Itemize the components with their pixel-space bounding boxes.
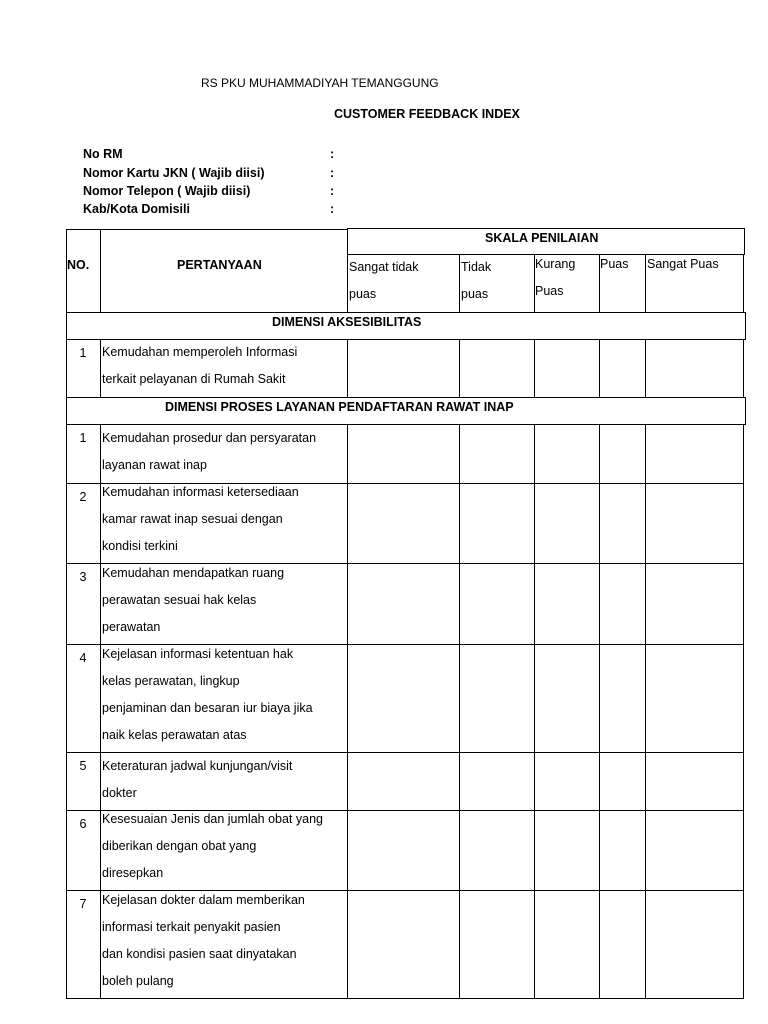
row-cell-score[interactable]: [645, 890, 744, 999]
row-number: 5: [79, 759, 87, 773]
row-cell-score[interactable]: [599, 339, 646, 398]
row-cell-score[interactable]: [645, 644, 744, 753]
hospital-name: RS PKU MUHAMMADIYAH TEMANGGUNG: [201, 76, 439, 90]
row-cell-score[interactable]: [459, 483, 535, 564]
section-pendaftaran-title: DIMENSI PROSES LAYANAN PENDAFTARAN RAWAT INAP: [165, 400, 514, 414]
row-number: 1: [79, 346, 87, 360]
section-aksesibilitas-title: DIMENSI AKSESIBILITAS: [272, 315, 422, 329]
field-jkn-colon: :: [330, 166, 335, 180]
row-cell-score[interactable]: [645, 483, 744, 564]
row-cell-score[interactable]: [645, 752, 744, 811]
row-cell-score[interactable]: [534, 752, 600, 811]
field-domicile-colon: :: [330, 202, 335, 216]
row-question: Kemudahan prosedur dan persyaratan layanan rawat inap: [102, 431, 317, 472]
row-cell-score[interactable]: [534, 644, 600, 753]
row-cell-score[interactable]: [534, 563, 600, 645]
field-no-rm-label: No RM: [83, 147, 123, 161]
row-cell-score[interactable]: [599, 424, 646, 484]
row-cell-score[interactable]: [459, 644, 535, 753]
scale-very-satisfied: Sangat Puas: [647, 257, 719, 271]
row-cell-score[interactable]: [599, 644, 646, 753]
row-cell-score[interactable]: [645, 424, 744, 484]
scale-less-satisfied: Kurang Puas: [535, 257, 576, 298]
row-cell-score[interactable]: [534, 890, 600, 999]
row-cell-score[interactable]: [459, 890, 535, 999]
row-cell-score[interactable]: [599, 890, 646, 999]
row-cell-score[interactable]: [645, 810, 744, 891]
row-cell-score[interactable]: [347, 890, 460, 999]
row-cell-score[interactable]: [534, 339, 600, 398]
field-no-rm-colon: :: [330, 147, 335, 161]
field-phone-label: Nomor Telepon ( Wajib diisi): [83, 184, 251, 198]
header-no-label: NO.: [67, 258, 90, 272]
row-cell-score[interactable]: [347, 752, 460, 811]
document-title: CUSTOMER FEEDBACK INDEX: [334, 107, 520, 121]
row-number: 3: [79, 570, 87, 584]
scale-very-unsatisfied: Sangat tidak puas: [349, 260, 419, 301]
field-phone-colon: :: [330, 184, 335, 198]
row-number: 2: [79, 490, 87, 504]
row-cell-score[interactable]: [645, 563, 744, 645]
row-cell-score[interactable]: [347, 339, 460, 398]
row-number: 6: [79, 817, 87, 831]
row-cell-score[interactable]: [599, 483, 646, 564]
scale-divider: [645, 254, 646, 313]
row-cell-score[interactable]: [599, 752, 646, 811]
row-number: 7: [79, 897, 87, 911]
row-question: Kejelasan informasi ketentuan hak kelas perawatan, lingkup penjaminan dan besaran iur biaya jika naik kelas perawatan atas: [102, 647, 313, 742]
scale-unsatisfied: Tidak puas: [461, 260, 492, 301]
scale-divider: [459, 254, 460, 313]
row-cell-score[interactable]: [347, 424, 460, 484]
header-question-label: PERTANYAAN: [177, 258, 262, 272]
row-cell-score[interactable]: [459, 810, 535, 891]
field-jkn-label: Nomor Kartu JKN ( Wajib diisi): [83, 166, 265, 180]
row-cell-score[interactable]: [347, 563, 460, 645]
row-cell-score[interactable]: [645, 339, 744, 398]
row-cell-score[interactable]: [534, 483, 600, 564]
row-cell-score[interactable]: [347, 644, 460, 753]
row-cell-score[interactable]: [459, 563, 535, 645]
row-question: Kesesuaian Jenis dan jumlah obat yang diberikan dengan obat yang diresepkan: [102, 812, 323, 880]
row-cell-score[interactable]: [534, 810, 600, 891]
scale-title-label: SKALA PENILAIAN: [485, 231, 599, 245]
row-cell-score[interactable]: [599, 810, 646, 891]
row-cell-score[interactable]: [347, 810, 460, 891]
row-question: Kemudahan memperoleh Informasi terkait pelayanan di Rumah Sakit: [102, 345, 298, 386]
row-question: Kejelasan dokter dalam memberikan informasi terkait penyakit pasien dan kondisi pasien saat dinyatakan boleh pulang: [102, 893, 305, 988]
row-question: Kemudahan mendapatkan ruang perawatan sesuai hak kelas perawatan: [102, 566, 285, 634]
row-question: Kemudahan informasi ketersediaan kamar rawat inap sesuai dengan kondisi terkini: [102, 485, 299, 553]
row-cell-score[interactable]: [459, 339, 535, 398]
scale-satisfied: Puas: [600, 257, 629, 271]
row-cell-score[interactable]: [347, 483, 460, 564]
row-cell-score[interactable]: [534, 424, 600, 484]
row-cell-score[interactable]: [459, 752, 535, 811]
row-number: 4: [79, 651, 87, 665]
row-number: 1: [79, 431, 87, 445]
field-domicile-label: Kab/Kota Domisili: [83, 202, 190, 216]
row-question: Keteraturan jadwal kunjungan/visit dokter: [102, 759, 293, 800]
row-cell-score[interactable]: [459, 424, 535, 484]
row-cell-score[interactable]: [599, 563, 646, 645]
